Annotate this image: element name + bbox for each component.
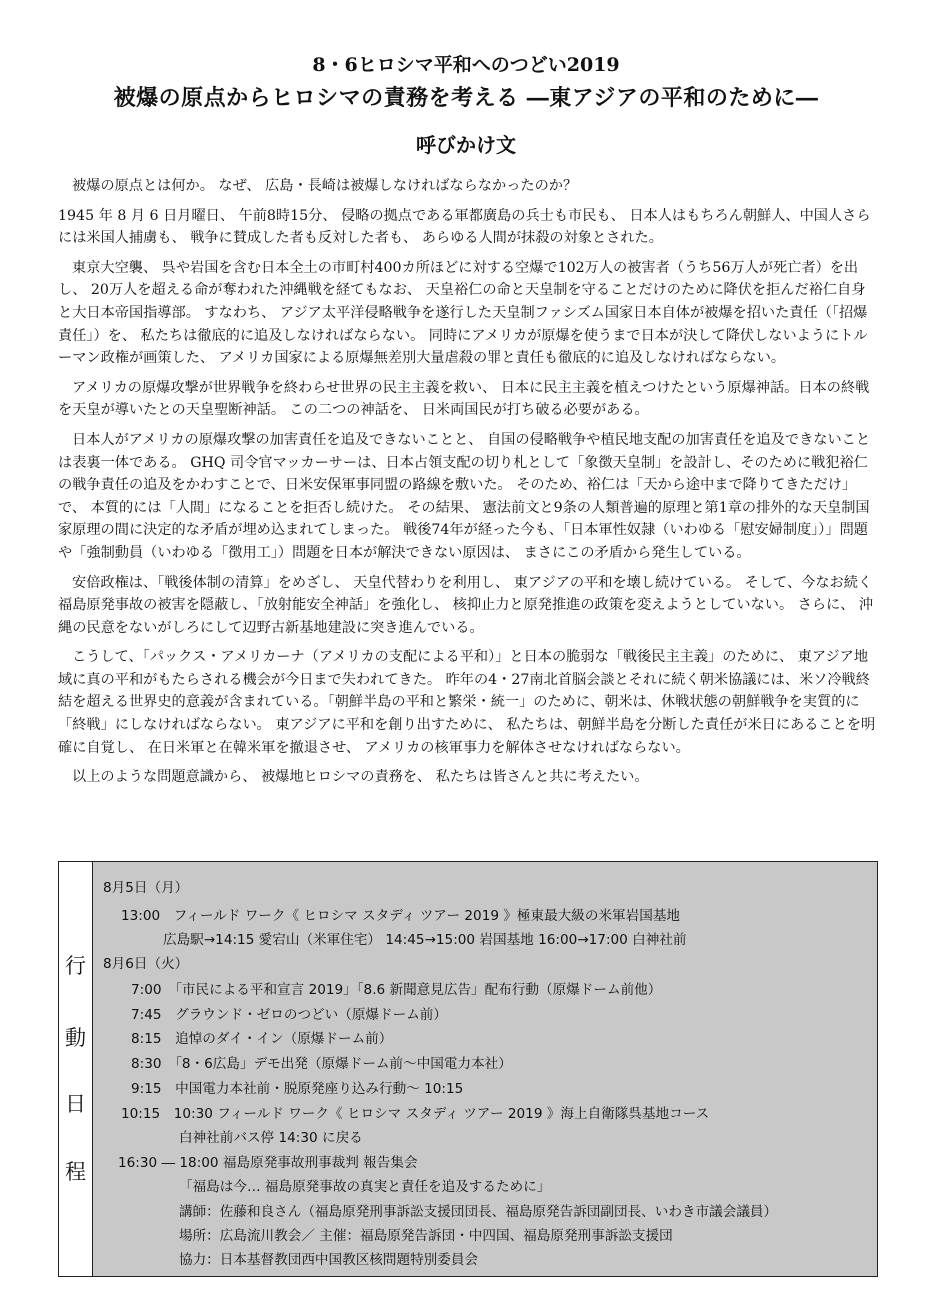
schedule-list bbox=[93, 862, 877, 1276]
schedule-item-detail: 白神社前バス停 14:30 に戻る bbox=[179, 1130, 363, 1146]
schedule-day-header: 8月6日（火） bbox=[103, 956, 189, 972]
schedule-side-label bbox=[59, 862, 93, 1276]
paragraph-3: アメリカの原爆攻撃が世界戦争を終わらせ世界の民主主義を救い、 日本に民主主義を植えつけたという原爆神話。日本の終戦を天皇が導いたとの天皇聖断神話。 この二つの神話を、 日米両国民が打ち破る必要がある。 bbox=[58, 379, 870, 419]
schedule-item-detail: 「福島は今… 福島原発事故の真実と責任を追及するために」 bbox=[179, 1179, 551, 1195]
schedule-item: 16:30 ― 18:00 福島原発事故刑事裁判 報告集会 bbox=[118, 1155, 418, 1171]
schedule-item: 9:15 中国電力本社前・脱原発座り込み行動～ 10:15 bbox=[131, 1081, 464, 1097]
schedule-label-char: 動 bbox=[65, 1026, 86, 1050]
theme-title: 被爆の原点からヒロシマの責務を考える ―東アジアの平和のために― bbox=[113, 85, 819, 111]
schedule-item: 10:15 10:30 フィールド ワーク《 ヒロシマ スタディ ツアー 2019 》海上自衛隊呉基地コース bbox=[121, 1106, 710, 1122]
paragraph-6: こうして、「パックス・アメリカーナ（アメリカの支配による平和）」と日本の脆弱な「戦後民主主義」のために、 東アジア地域に真の平和がもたらされる機会が今日まで失われてきた。 昨年の4・27南北首脳会談とそれに続く朝米協議には、米ソ冷戦終結を超える世界史的意義が含まれている。「朝鮮半島の平和と繁栄・統一」のために、朝米は、休戦状態の朝鮮戦争を実質的に「終戦」にしなければならない。 東アジアに平和を創り出すために、 私たちは、朝鮮半島を分断した責任が米日にあることを明確に自覚し、 在日米軍と在韓米軍を撤退させ、 アメリカの核軍事力を解体させなければならない。 bbox=[58, 649, 876, 756]
schedule-item-detail: 場所：広島流川教会／ 主催：福島原発告訴団・中四国、福島原発刑事訴訟支援団 bbox=[179, 1228, 673, 1244]
paragraph-2: 東京大空襲、 呉や岩国を含む日本全土の市町村400カ所ほどに対する空爆で102万人の被害者（うち56万人が死亡者）を出し、 20万人を超える命が奪われた沖縄戦を経てもなお、 天皇裕仁の命と天皇制を守ることだけのために降伏を拒んだ裕仁自身と大日本帝国指導部。 すなわち、 アジア太平洋侵略戦争を遂行した天皇制ファシズム国家日本自体が被爆を招いた責任（「招爆責任」）を、 私たちは徹底的に追及しなければならない。 同時にアメリカが原爆を使うまで日本が決して降伏しないようにトルーマン政権が画策した、 アメリカ国家による原爆無差別大量虐殺の罪と責任も徹底的に追及しなければならない。 bbox=[58, 259, 868, 367]
schedule-label-char: 日 bbox=[65, 1092, 86, 1116]
schedule-label-char: 程 bbox=[65, 1160, 86, 1184]
schedule-box bbox=[58, 861, 878, 1277]
schedule-item-detail: 協力：日本基督教団西中国教区核問題特別委員会 bbox=[179, 1252, 479, 1268]
paragraph-intro: 被爆の原点とは何か。 なぜ、 広島・長崎は被爆しなければならなかったのか？ bbox=[72, 178, 578, 194]
appeal-heading: 呼びかけ文 bbox=[416, 133, 516, 157]
appeal-body bbox=[58, 175, 878, 796]
schedule-item-detail: 広島駅→14:15 愛宕山（米軍住宅） 14:45→15:00 岩国基地 16:00→17:00 白神社前 bbox=[163, 932, 687, 948]
event-title: 8・6ヒロシマ平和へのつどい2019 bbox=[312, 54, 620, 76]
schedule-item: 7:00 「市民による平和宣言 2019」「8.6 新聞意見広告」配布行動（原爆ドーム前他） bbox=[131, 982, 662, 998]
paragraph-closing: 以上のような問題意識から、 被爆地ヒロシマの責務を、 私たちは皆さんと共に考えたい。 bbox=[72, 769, 649, 786]
paragraph-4: 日本人がアメリカの原爆攻撃の加害責任を追及できないことと、 自国の侵略戦争や植民地支配の加害責任を追及できないことは表裏一体である。 GHQ 司令官マッカーサーは、日本占領支配の切り札として「象徴天皇制」を設計し、そのために戦犯裕仁の戦争責任の追及をかわすことで、日米安保軍事同盟の路線を敷いた。 そのため、裕仁は「天から途中まで降りてきただけ」で、 本質的には「人間」になることを拒否し続けた。 その結果、 憲法前文と9条の人類普遍的原理と第1章の排外的な天皇制国家原理の間に決定的な矛盾が埋め込まれてしまった。 戦後74年が経った今も、「日本軍性奴隷（いわゆる「慰安婦制度」）」問題や「強制動員（いわゆる「徴用工」）問題を日本が解決できない原因は、 まさにこの矛盾から発生している。 bbox=[58, 431, 871, 561]
schedule-label-char: 行 bbox=[65, 954, 86, 978]
schedule-item: 13:00 フィールド ワーク《 ヒロシマ スタディ ツアー 2019 》極東最大級の米軍岩国基地 bbox=[121, 908, 681, 924]
schedule-item-detail: 講師：佐藤和良さん（福島原発刑事訴訟支援団団長、福島原発告訴団副団長、いわき市議会議員） bbox=[179, 1204, 778, 1220]
schedule-item: 8:15 追悼のダイ・イン（原爆ドーム前） bbox=[131, 1031, 393, 1047]
schedule-item: 7:45 グラウンド・ゼロのつどい（原爆ドーム前） bbox=[131, 1007, 447, 1023]
paragraph-1: 1945 年 8 月 6 日月曜日、 午前8時15分、 侵略の拠点である軍都廣島の兵士も市民も、 日本人はもちろん朝鮮人、中国人さらには米国人捕虜も、 戦争に賛成した者も反対した者も、 あらゆる人間が抹殺の対象とされた。 bbox=[58, 207, 871, 247]
paragraph-5: 安倍政権は、「戦後体制の清算」をめざし、 天皇代替わりを利用し、 東アジアの平和を壊し続けている。 そして、今なお続く福島原発事故の被害を隠蔽し、「放射能安全神話」を強化し、 核抑止力と原発推進の政策を変えようとしていない。 さらに、 沖縄の民意をないがしろにして辺野古新基地建設に突き進んでいる。 bbox=[58, 574, 874, 636]
schedule-item: 8:30 「8・6広島」デモ出発（原爆ドーム前～中国電力本社） bbox=[131, 1056, 512, 1072]
schedule-day-header: 8月5日（月） bbox=[103, 880, 189, 896]
